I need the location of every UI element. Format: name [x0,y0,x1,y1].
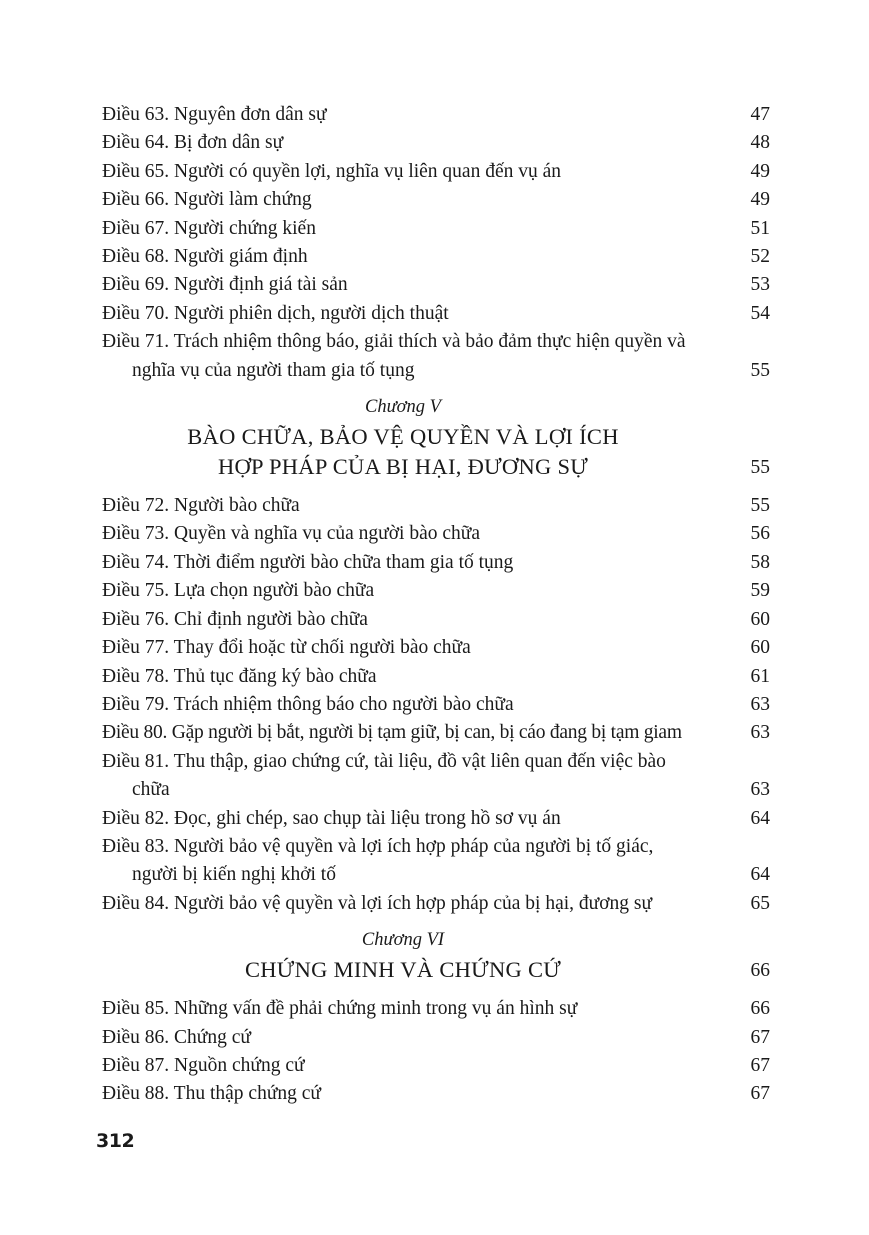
toc-entry-page: 47 [750,104,770,125]
toc-entry-page: 66 [750,998,770,1020]
toc-entry [102,300,770,328]
toc-entry-title: Điều 77. Thay đổi hoặc từ chối người bào chữa [102,637,471,659]
toc-entry-page: 48 [750,132,770,154]
toc-entry [102,805,770,833]
toc-entry-title: Điều 75. Lựa chọn người bào chữa [102,580,375,602]
toc-entry-page: 67 [750,1054,770,1076]
toc-entry [102,748,770,805]
toc-entry-page: 53 [750,274,770,296]
toc-entry [102,833,770,890]
toc-entry [102,634,770,662]
toc-entry [102,492,770,520]
toc-entry [102,328,770,385]
toc-entry-page: 61 [750,665,770,687]
chapter-heading [102,955,770,985]
chapter-heading [102,422,770,482]
toc-entry-title: Điều 76. Chỉ định người bào chữa [102,608,368,630]
toc-entry-page: 51 [750,217,770,239]
toc-entry [102,995,770,1023]
toc-entry-title: Điều 83. Người bảo vệ quyền và lợi ích hợp pháp của người bị tố giác, người bị kiến nghị khởi tố [102,835,654,886]
toc-entry-title: Điều 72. Người bào chữa [102,495,300,517]
toc-entry-page: 63 [750,693,770,715]
toc-entry-page: 60 [750,608,770,630]
toc-entry-title: Điều 80. Gặp người bị bắt, người bị tạm giữ, bị can, bị cáo đang bị tạm giam [102,722,682,744]
toc-entry [102,606,770,634]
toc-entry-title: Điều 81. Thu thập, giao chứng cứ, tài liệu, đồ vật liên quan đến việc bào chữa [102,750,666,801]
chapter-page: 55 [750,457,770,479]
toc-entry [102,890,770,918]
toc-entry-title: Điều 65. Người có quyền lợi, nghĩa vụ liên quan đến vụ án [102,160,562,182]
toc-entry-title: Điều 85. Những vấn đề phải chứng minh trong vụ án hình sự [102,998,578,1020]
chapter-label: Chương V [365,397,441,418]
toc-entry-page: 55 [750,495,770,517]
toc-entry-page: 49 [750,160,770,182]
toc-entry-page: 60 [750,637,770,659]
toc-entry [102,186,770,214]
toc-entry [102,1052,770,1080]
toc-entry-title: Điều 68. Người giám định [102,246,308,268]
toc-entry-title: Điều 86. Chứng cứ [102,1026,251,1048]
toc-entry-title: Điều 64. Bị đơn dân sự [102,132,284,154]
toc-entry [102,271,770,299]
toc-entry-page: 67 [750,1026,770,1048]
toc-entry-page: 63 [750,779,770,801]
chapter-title-line: CHỨNG MINH VÀ CHỨNG CỨ [244,957,562,983]
toc-entry-page: 65 [750,892,770,914]
toc-entry-title: Điều 69. Người định giá tài sản [102,274,348,296]
toc-entry-page: 56 [750,523,770,545]
toc-entry-title: Điều 71. Trách nhiệm thông báo, giải thích và bảo đảm thực hiện quyền và nghĩa vụ của người tham gia tố tụng [102,331,686,381]
toc-entry-page: 54 [750,302,770,324]
toc-entry [102,101,770,129]
toc-entry [102,719,770,747]
toc-entry-page: 58 [750,551,770,573]
toc-entry-title: Điều 70. Người phiên dịch, người dịch thuật [102,302,449,324]
toc-entry-title: Điều 88. Thu thập chứng cứ [102,1083,321,1105]
toc-entry [102,158,770,186]
toc-entry-title: Điều 79. Trách nhiệm thông báo cho người bào chữa [102,693,514,715]
toc-entry [102,520,770,548]
toc-entry [102,243,770,271]
toc-entry [102,129,770,157]
toc-entry-title: Điều 84. Người bảo vệ quyền và lợi ích hợp pháp của bị hại, đương sự [102,892,653,914]
toc-entry-title: Điều 63. Nguyên đơn dân sự [102,104,327,125]
chapter-title-line: BÀO CHỮA, BẢO VỆ QUYỀN VÀ LỢI ÍCH [187,424,619,450]
toc-entry [102,663,770,691]
toc-entry [102,1080,770,1108]
toc-entry [102,215,770,243]
toc-entry-page: 49 [750,189,770,211]
toc-entry-page: 52 [750,246,770,268]
toc-entry-title: Điều 67. Người chứng kiến [102,217,316,239]
table-of-contents [102,101,770,1109]
toc-entry-page: 55 [750,359,770,381]
toc-entry [102,549,770,577]
toc-entry-page: 64 [750,864,770,886]
toc-entry-title: Điều 87. Nguồn chứng cứ [102,1054,305,1076]
toc-entry-page: 67 [750,1083,770,1105]
toc-entry-page: 64 [750,807,770,829]
toc-entry-title: Điều 82. Đọc, ghi chép, sao chụp tài liệu trong hồ sơ vụ án [102,807,561,829]
toc-entry [102,691,770,719]
toc-entry-title: Điều 73. Quyền và nghĩa vụ của người bào chữa [102,523,481,545]
toc-entry-title: Điều 66. Người làm chứng [102,189,312,211]
chapter-label: Chương VI [361,930,445,951]
toc-entry-page: 59 [750,580,770,602]
chapter-title-line: HỢP PHÁP CỦA BỊ HẠI, ĐƯƠNG SỰ [217,454,589,480]
toc-entry [102,577,770,605]
toc-entry-page: 63 [750,722,770,744]
page-number: 312 [96,1130,135,1152]
toc-entry [102,1024,770,1052]
chapter-page: 66 [750,960,770,982]
toc-entry-title: Điều 74. Thời điểm người bào chữa tham gia tố tụng [102,551,514,573]
toc-entry-title: Điều 78. Thủ tục đăng ký bào chữa [102,665,377,687]
